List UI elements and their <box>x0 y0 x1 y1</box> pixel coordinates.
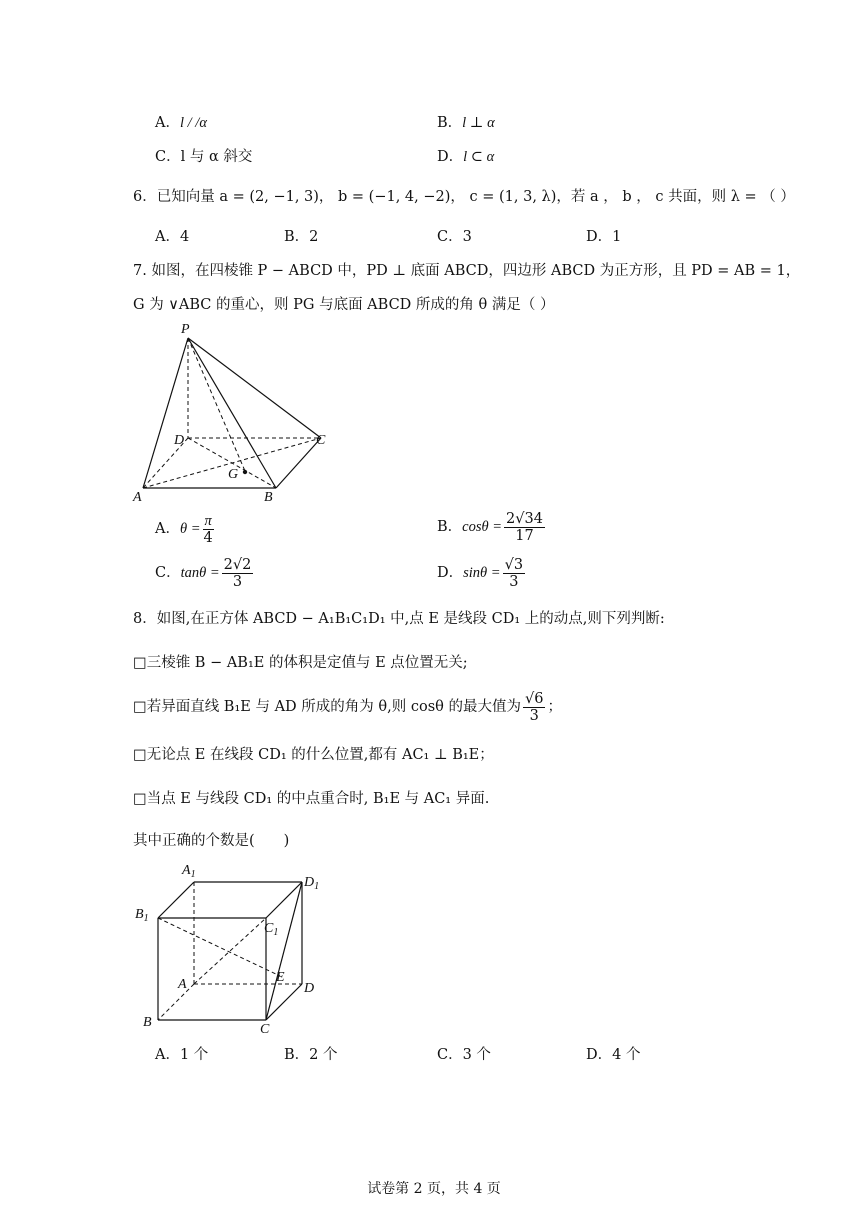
q6-option-d: D．1 <box>586 229 622 245</box>
option-label: A． <box>155 115 180 131</box>
edge-cd <box>266 984 302 1020</box>
q7-stem-line1: 7. 如图，在四棱锥 P − ABCD 中，PD ⊥ 底面 ABCD，四边形 ABCD 为正方形，且 PD = AB = 1， <box>133 263 801 279</box>
edge-pa <box>143 338 188 488</box>
fraction <box>203 513 214 546</box>
diagonal-ac1 <box>194 918 266 984</box>
point-g <box>243 470 247 474</box>
label-a: A <box>178 977 187 992</box>
fraction-numerator: 2√34 <box>506 510 543 527</box>
q8-stem: 8．如图,在正方体 ABCD − A₁B₁C₁D₁ 中,点 E 是线段 CD₁ 上的动点,则下列判断: <box>133 611 665 627</box>
option-label: D． <box>437 149 464 165</box>
label-g: G <box>228 467 239 482</box>
option-text: l 与 α 斜交 <box>180 149 253 165</box>
option-label: D． <box>437 565 464 581</box>
label-c: C <box>316 433 326 448</box>
fraction-denominator: 3 <box>232 573 243 590</box>
label-b1: $B_1$ <box>135 907 149 924</box>
fraction <box>222 557 254 590</box>
fraction-numerator: √3 <box>504 556 524 573</box>
q7-option-d <box>437 556 527 590</box>
q8-statement-2 <box>133 690 562 724</box>
page-footer: 试卷第 2 页，共 4 页 <box>367 1181 501 1197</box>
fraction-denominator: 4 <box>203 529 213 546</box>
q8-statement-4: □当点 E 与线段 CD₁ 的中点重合时, B₁E 与 AC₁ 异面. <box>133 791 490 807</box>
q5-option-c <box>155 146 252 168</box>
label-d: D <box>174 433 185 448</box>
edge-pb <box>188 338 276 488</box>
q7-option-c <box>155 556 255 590</box>
fraction-denominator: 3 <box>529 707 539 724</box>
q6-option-a: A．4 <box>155 229 190 245</box>
option-label: C． <box>155 565 181 581</box>
edge-pc <box>188 338 321 438</box>
option-text: l / /α <box>179 115 207 131</box>
label-d: D <box>304 981 315 996</box>
label-d1: $D_1$ <box>304 875 320 892</box>
q8-option-d: D．4 个 <box>586 1047 641 1063</box>
fraction-denominator: 17 <box>515 527 534 544</box>
q8-option-a: A．1 个 <box>155 1047 209 1063</box>
option-lhs: sinθ = <box>463 565 501 581</box>
fraction-numerator: 2√2 <box>223 556 252 573</box>
option-lhs: cosθ = <box>462 519 503 535</box>
fraction-numerator: √6 <box>524 690 544 707</box>
label-e: E <box>276 970 285 985</box>
fraction <box>503 557 525 590</box>
option-label: A． <box>155 521 180 537</box>
q8-option-c: C．3 个 <box>437 1047 491 1063</box>
fraction <box>523 691 545 724</box>
option-label: B． <box>437 115 463 131</box>
fraction <box>504 511 545 544</box>
label-b: B <box>143 1015 152 1030</box>
q7-stem-line2: G 为 ∨ABC 的重心，则 PG 与底面 ABCD 所成的角 θ 满足（ ） <box>133 297 555 313</box>
label-p: P <box>181 322 190 337</box>
edge-ab <box>158 984 194 1020</box>
segment-cd1 <box>266 882 302 1020</box>
q8-option-b: B．2 个 <box>284 1047 338 1063</box>
label-a1: $A_1$ <box>182 863 196 880</box>
edge-c1d1 <box>266 882 302 918</box>
label-c1: $C_1$ <box>264 921 279 938</box>
option-lhs: tanθ = <box>180 565 220 581</box>
q8-statement-3: □无论点 E 在线段 CD₁ 的什么位置,都有 AC₁ ⊥ B₁E； <box>133 747 494 763</box>
segment-pg <box>188 338 245 471</box>
segment-b1e <box>158 918 280 976</box>
fraction-numerator: π <box>204 512 212 529</box>
q5-option-b <box>437 112 495 134</box>
q8-question: 其中正确的个数是( ) <box>133 833 290 849</box>
option-text: l ⊂ α <box>463 149 495 165</box>
label-c: C <box>260 1022 270 1037</box>
edge-a1b1 <box>158 882 194 918</box>
q8-statement-1: □三棱锥 B − AB₁E 的体积是定值与 E 点位置无关; <box>133 655 468 671</box>
pyramid-figure <box>128 318 338 508</box>
label-a: A <box>133 490 142 505</box>
option-lhs: θ = <box>179 521 201 537</box>
q6-option-c: C．3 <box>437 229 472 245</box>
option-text: l ⊥ α <box>462 115 495 131</box>
cube-figure <box>130 856 340 1041</box>
statement-punct: ； <box>547 699 562 715</box>
option-label: C． <box>155 149 181 165</box>
q7-option-b <box>437 510 547 544</box>
q6-stem: 6．已知向量 a = (2, −1, 3)， b = (−1, 4, −2)， c = (1, 3, λ)，若 a ， b ， c 共面，则 λ = （ ） <box>133 189 795 205</box>
q6-option-b: B．2 <box>284 229 319 245</box>
label-b: B <box>264 490 273 505</box>
option-label: B． <box>437 519 463 535</box>
q5-option-a <box>155 112 207 134</box>
q7-option-a <box>155 512 216 546</box>
q5-option-d <box>437 146 494 168</box>
edge-bc <box>276 438 321 488</box>
fraction-denominator: 3 <box>509 573 519 590</box>
statement-text: □若异面直线 B₁E 与 AD 所成的角为 θ,则 cosθ 的最大值为 <box>133 699 521 715</box>
